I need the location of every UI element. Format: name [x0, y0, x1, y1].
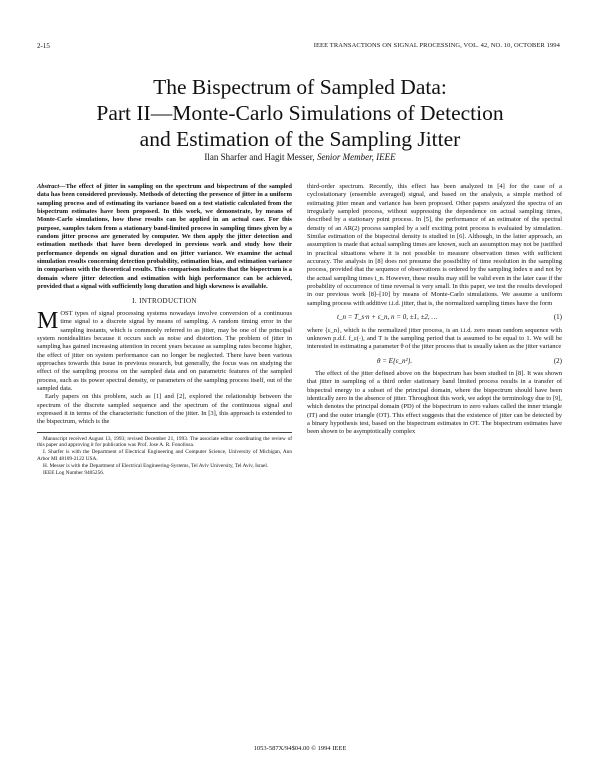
footnote: H. Messer is with the Department of Electrical Engineering-Systems, Tel Aviv University, Tel Aviv, Israel. — [43, 462, 269, 469]
title-line: and Estimation of the Sampling Jitter — [139, 127, 461, 151]
abstract — [37, 183, 292, 291]
intro-paragraph-1 — [37, 307, 292, 393]
page-number: 2-15 — [37, 42, 50, 50]
right-paragraph-3: The effect of the jitter defined above on the bispectrum has been studied in [8]. It was shown that jitter in sampling of a third order stationary band limited process results in a transfer of bispectral energy to a subset of the principal domain, where the bispectrum should have been identically zero in the absence of jitter. Throughout this work, we adopt the terminology due to [9], which denotes the principal domain (PD) of the bispectrum to zero values called the inner triangle (IT) and the outer triangle (OT). This effect suggests that the existence of jitter can be detected by a binary hypothesis test, based on the bispectrum estimates in OT. The bispectrum estimates have been shown to be asymptotically complex — [307, 369, 562, 436]
right-paragraph-1: third-order spectrum. Recently, this effect has been analyzed in [4] for the case of a cyclostationary (ensemble averaged) signal, and based on the analysis, a simple method of estimating jitter mean and variance has been proposed. Other papers analyzed the spectra of an irregularly sampled process, without suppressing the dependence on actual sampling times, described by a stationary point process. In [5], the performance of an estimator of the spectral density of an AR(2) process sampled by a self exciting point process is evaluated by simulation. Similar estimation of the bispectral density is studied in [6]. Although, in the latter approach, an assumption is made that actual sampling times are known, such an assumption may not be justified in practical situations where it is not possible to measure observation times with sufficient accuracy. The analysis in [8] does not presume the possibility of time resolution in the sampling process, provided that the sequence of observations is ordered by the sampling index n and not by the actual sampling times t_n. However, these results may still be valid even in the later case if the probability of occurrence of time reversal is very small. In this paper, we test the results developed in our previous work [8]–[10] by means of Monte-Carlo simulations. We assume a uniform sampling process with additive i.i.d. jitter, that is, the normalized sampling times have the form — [307, 183, 562, 307]
abstract-text: The effect of jitter in sampling on the spectrum and bispectrum of the sampled data has been considered previously. Methods of detecting the presence of jitter in a uniform sampling process and of estimating its variance based on a test statistic calculated from the bispectrum estimates have been proposed. In this work, we demonstrate, by means of Monte-Carlo simulations, how these results can be applied in an actual case. For this purpose, samples taken from a stationary band-limited process in sampling times given by a random jitter process are generated by computer. We then apply the jitter detection and estimation methods that have been developed in previous work and study how their performance depends on signal duration and on jitter variance. We examine the actual simulation results concerning detection probability, estimation bias, and estimation variance in comparison with the theoretical results. This comparison indicates that the bispectrum is a domain where jitter detection and estimation with high performance can be achieved, provided that a signal with sufficiently long duration and high skewness is available. — [37, 183, 292, 291]
equation-1-number: (1) — [553, 313, 562, 322]
equation-2 — [377, 357, 562, 365]
author-membership: Senior Member, IEEE — [316, 152, 396, 162]
equation-2-number: (2) — [553, 356, 562, 365]
author-line — [40, 152, 560, 162]
drop-cap: M — [37, 307, 59, 334]
footnote: IEEE Log Number 9405256. — [43, 469, 105, 476]
title-line: The Bispectrum of Sampled Data: — [153, 75, 447, 99]
title-line: Part II—Monte-Carlo Simulations of Detection — [96, 101, 504, 125]
equation-1-body: t_n = T_s·n + ε_n, n = 0, ±1, ±2, … — [337, 313, 438, 322]
copyright-footer: 1053-587X/94$04.00 © 1994 IEEE — [253, 745, 347, 752]
intro-paragraph-1-text: OST types of signal processing systems nowadays involve conversion of a continuous time signal to a discrete signal by means of sampling. A random timing error in the sampling instants, which is commonly referred to as jitter, may be one of the principal system nonidealities because it occurs such as noise and distortion. The problem of jitter in sampling has gained increasing attention in recent years because as sampling rates become higher, the effect of jitter on system performance can no longer be neglected. There have been various approaches towards this issue in previous research, but generally, the focus was on studying the effect of the sampling process on the sampled data and on parametric features of the sampled process, such as its power spectral density, or parameters of the sampling process itself, out of the sampled data. — [37, 309, 292, 392]
author-names: Ilan Sharfer and Hagit Messer, — [204, 152, 315, 162]
footnote: Manuscript received August 13, 1993; revised December 21, 1993. The associate editor coordinating the review of this paper and approving it for publication was Prof. Jose A. R. Fonollosa. — [37, 435, 292, 449]
right-paragraph-2: where {ε_n}, which is the normalized jitter process, is an i.i.d. zero mean random sequence with unknown p.d.f. f_ε(·), and T is the sampling period that is assumed to be equal to 1. We will be interested in estimating a parameter θ of the jitter process that is usually taken as the jitter variance — [307, 326, 562, 351]
equation-1 — [337, 313, 562, 321]
footnote: I. Sharfer is with the Department of Electrical Engineering and Computer Science, University of Michigan, Ann Arbor MI 48109-2122 USA. — [37, 449, 292, 463]
journal-header: IEEE TRANSACTIONS ON SIGNAL PROCESSING, VOL. 42, NO. 10, OCTOBER 1994 — [313, 42, 560, 49]
equation-2-body: θ = E{ε_n²}. — [377, 356, 413, 365]
right-column — [307, 183, 562, 437]
abstract-label: Abstract— — [37, 183, 66, 190]
section-heading: I. INTRODUCTION — [132, 297, 197, 306]
left-column — [37, 183, 292, 476]
paper-title — [40, 74, 560, 152]
footnotes — [37, 432, 292, 477]
intro-paragraph-2: Early papers on this problem, such as [1] and [2], explored the relationship between the spectrum of the discrete sampled sequence and the spectrum of the continuous signal and expressed it in terms of the characteristic function of the jitter. In [3], this approach is extended to the bispectrum, which is the — [37, 393, 292, 426]
